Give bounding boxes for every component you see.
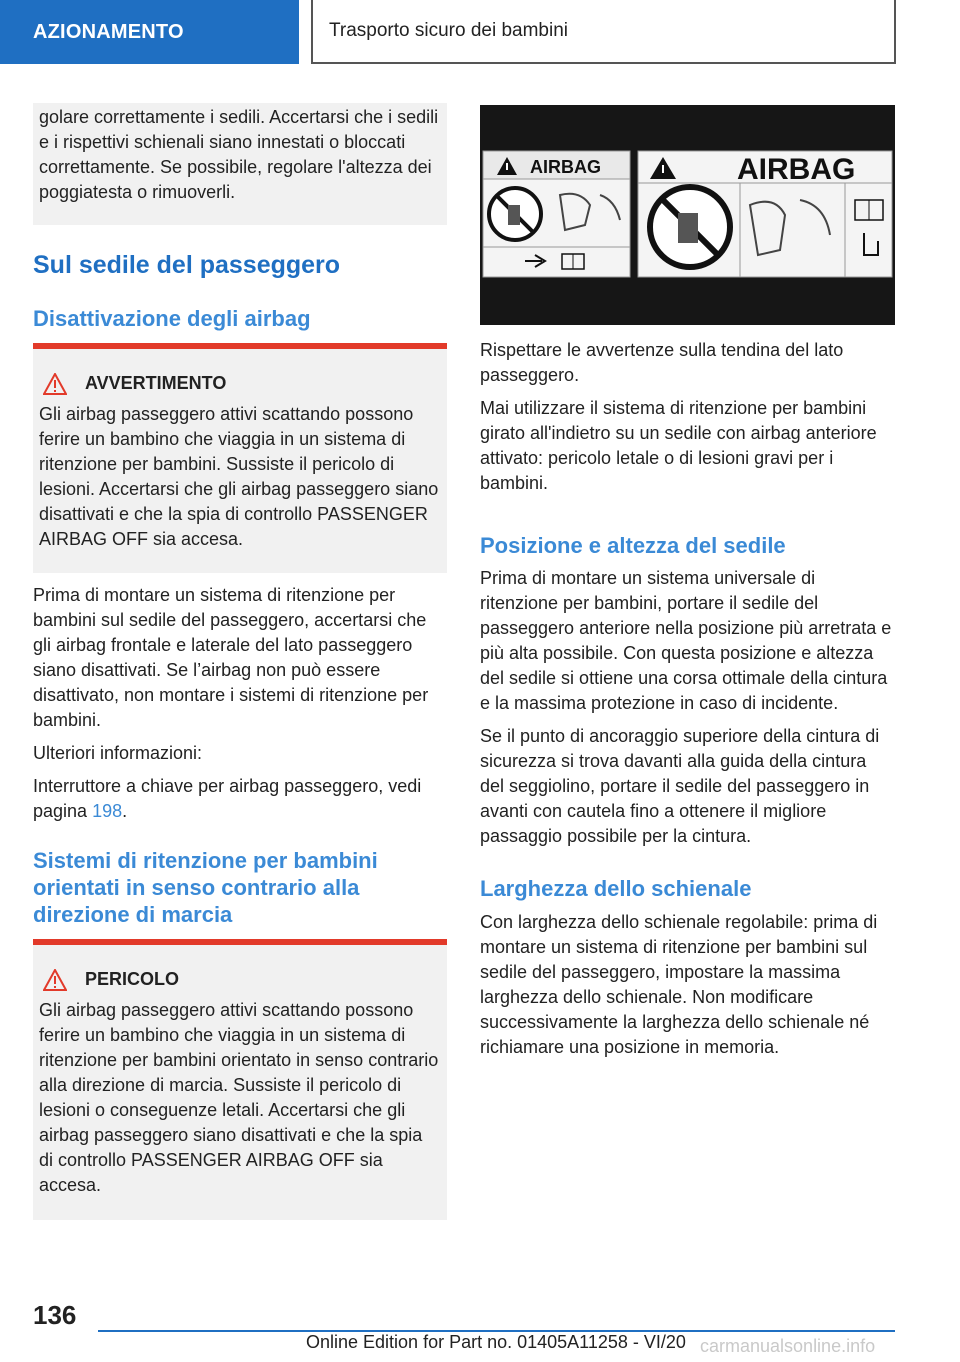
paragraph-seat-position: Prima di montare un sistema universale di ritenzione per bambini, portare il sedile del passeggero anteriore nella posizione più arretrata e più alta possibile. Con questa posizione e altezza del sedile si ottiene una corsa ottimale della cintura e la massima protezione in caso di incidente. (480, 568, 892, 713)
page-link-198[interactable]: 198 (92, 801, 123, 821)
danger-header (39, 967, 441, 992)
paragraph-never-use: Mai utilizzare il sistema di ritenzione per bambini girato all'indietro su un sedile con airbag anteriore attivato: pericolo letale o di lesioni gravi per i bambini. (480, 398, 877, 493)
paragraph-deactivate: Prima di montare un sistema di ritenzione per bambini sul sedile del passeggero, accertarsi che gli airbag frontale e laterale del lato passeggero siano disattivati. Se l’airbag non può essere disattivato, non montare i sistemi di ritenzione per bambini. (33, 585, 429, 730)
warning-text: Gli airbag passeggero attivi scattando possono ferire un bambino che viaggia in un sistema di ritenzione per bambini. Sussiste il pericolo di lesioni. Accertarsi che gli airbag passeggero siano disattivati e che la spia di controllo PASSENGER AIRBAG OFF sia accesa. (39, 404, 439, 549)
danger-text: Gli airbag passeggero attivi scattando possono ferire un bambino che viaggia in un sistema di ritenzione per bambini orientato in senso contrario alla direzione di marcia. Sussiste il pericolo di lesioni o conseguenze letali. Accertarsi che gli airbag passeggero siano disattivati e che la spia di controllo PASSENGER AIRBAG OFF sia accesa. (39, 1000, 439, 1195)
danger-triangle-icon (43, 969, 67, 991)
intro-text: golare correttamente i sedili. Accertarsi che i sedili e i rispettivi schienali siano innestati o bloccati correttamente. Se possibile, regolare l'altezza dei poggiatesta o rimuoverli. (39, 107, 439, 202)
key-switch-end: . (122, 801, 128, 821)
paragraph-anchor-point: Se il punto di ancoraggio superiore della cintura di sicurezza si trova davanti alla guida della cintura del seggiolino, portare il sedile del passeggero in avanti con cautela fino a ottenere il migliore passaggio possibile per la cintura. (480, 726, 880, 846)
warning-triangle-icon (43, 373, 67, 395)
paragraph-backrest-width: Con larghezza dello schienale regolabile: prima di montare un sistema di ritenzione per bambini sul sedile del passeggero, impostare la massima larghezza dello schienale. Non modificare successivamente la larghezza dello schienale né richiamare una posizione in memoria. (480, 912, 878, 1057)
intro-box (33, 103, 447, 225)
heading-seat-position: Posizione e altezza del sedile (480, 533, 786, 558)
page-number: 136 (33, 1300, 77, 1330)
heading-rear-facing: Sistemi di ritenzione per bambini orientati in senso contrario alla direzione di marcia (33, 848, 378, 927)
left-body (33, 583, 447, 832)
chapter-title: Trasporto sicuro dei bambini (329, 20, 569, 41)
heading-passenger-seat: Sul sedile del passeggero (33, 251, 341, 279)
paragraph-key-switch (33, 774, 447, 824)
key-switch-text: Interruttore a chiave per airbag passeggero, vedi pagina (33, 776, 422, 821)
edition-text: Online Edition for Part no. 01405A11258 - VI/20 (306, 1332, 686, 1352)
warning-header (39, 371, 441, 396)
watermark: carmanualsonline.info (700, 1336, 876, 1356)
small-label-text: AIRBAG (530, 157, 601, 177)
warning-box (33, 343, 447, 573)
paragraph-curtain-warning: Rispettare le avvertenze sulla tendina del lato passeggero. (480, 340, 844, 385)
chapter-header (311, 0, 896, 64)
right-body-top (480, 338, 895, 504)
right-body-mid (480, 566, 895, 857)
large-label-text: AIRBAG (737, 153, 856, 186)
airbag-label-photo (480, 105, 895, 325)
right-body-bottom (480, 910, 895, 1068)
warning-title: AVVERTIMENTO (85, 373, 227, 393)
airbag-label-illustration (480, 105, 895, 325)
heading-airbag-deactivation: Disattivazione degli airbag (33, 306, 311, 331)
danger-title: PERICOLO (85, 969, 180, 989)
danger-box (33, 939, 447, 1220)
section-tab (0, 0, 299, 64)
section-title: AZIONAMENTO (33, 20, 184, 43)
heading-backrest-width: Larghezza dello schienale (480, 876, 752, 901)
paragraph-more-info: Ulteriori informazioni: (33, 743, 203, 763)
